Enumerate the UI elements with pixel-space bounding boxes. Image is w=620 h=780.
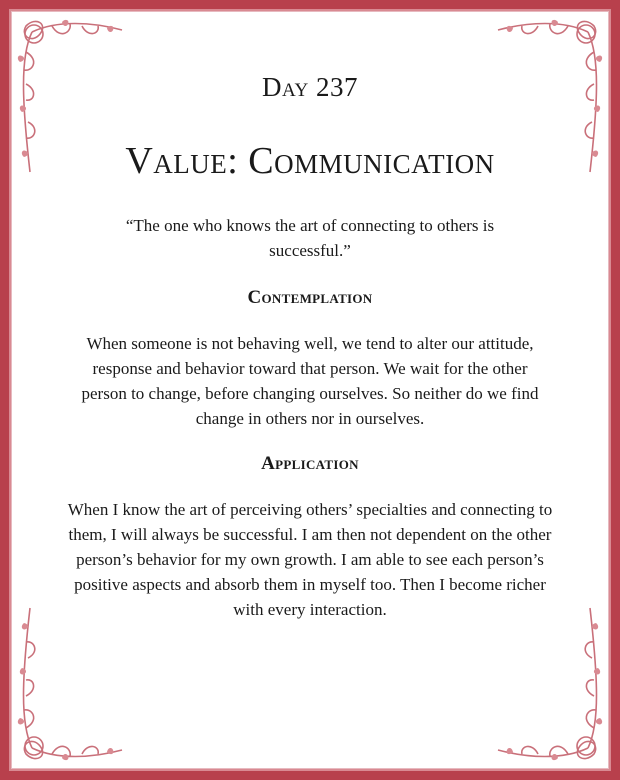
day-label: Day 237 bbox=[262, 72, 358, 102]
corner-ornament-bottom-left bbox=[12, 598, 132, 768]
contemplation-text: When someone is not behaving well, we tend to alter our attitude, response and behavior toward that person. We wait for the other person to change, before changing ourselves. So neither do we find change in others nor in ourselves. bbox=[81, 334, 539, 428]
corner-ornament-bottom-right bbox=[488, 598, 608, 768]
contemplation-heading: Contemplation bbox=[247, 287, 373, 308]
quote-text: “The one who knows the art of connecting to others is successful.” bbox=[125, 216, 495, 260]
application-text: When I know the art of perceiving others’ specialties and connecting to them, I will always be successful. I am then not dependent on the other person’s behavior for my own growth. I am able to see each person’s positive aspects and absorb them in myself too. Then I become richer with every interaction. bbox=[67, 500, 553, 619]
value-title: Value: Communication bbox=[125, 140, 495, 182]
card-content bbox=[60, 0, 560, 622]
application-heading: Application bbox=[261, 453, 359, 474]
